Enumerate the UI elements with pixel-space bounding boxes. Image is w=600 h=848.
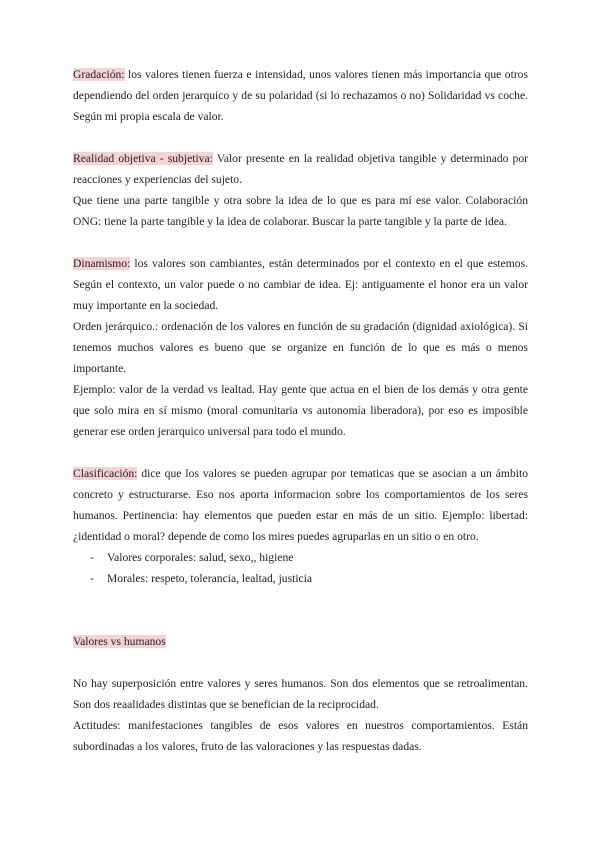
- document-page: [73, 64, 528, 757]
- clasificacion-paragraph: [73, 463, 528, 547]
- gradacion-term: Gradación:: [73, 68, 125, 81]
- dinamismo-term: Dinamismo:: [73, 257, 131, 270]
- realidad-term: Realidad objetiva - subjetiva:: [73, 152, 213, 165]
- ejemplo-paragraph: Ejemplo: valor de la verdad vs lealtad. Hay gente que actua en el bien de los demás y otra gente que solo mira en sí mismo (moral comunitaria vs autonomía liberadora), por eso es imposible generar ese orden jerarquico universal para todo el mundo.: [73, 383, 528, 438]
- list-item-text: Valores corporales: salud, sexo,, higiene: [107, 551, 294, 564]
- clasificacion-term: Clasificación:: [73, 467, 138, 480]
- list-item: [73, 547, 528, 568]
- clasificacion-list: [73, 547, 528, 589]
- clasificacion-text: dice que los valores se pueden agrupar por tematicas que se asocian a un ámbito concreto y estructurarse. Eso nos aporta informacion sobre los comportamientos de los seres humanos. Pertinencia: hay elementos que pueden estar en más de un sitio. Ejemplo: libertad: ¿identidad o moral? depende de como los mires puedes agruparlas en un sitio o en otro.: [73, 467, 528, 543]
- actitudes-paragraph: Actitudes: manifestaciones tangibles de esos valores en nuestros comportamientos. Están subordinadas a los valores, fruto de las valoraciones y las respuestas dadas.: [73, 719, 528, 753]
- list-item: [73, 568, 528, 589]
- realidad-text: Valor presente en la realidad objetiva tangible y determinado por reacciones y experiencias del sujeto.: [73, 152, 528, 186]
- realidad-paragraph: [73, 148, 528, 190]
- dinamismo-paragraph: [73, 253, 528, 316]
- valores-humanos-heading: [73, 631, 528, 652]
- bullet-dash: -: [90, 551, 94, 564]
- realidad-paragraph-2: Que tiene una parte tangible y otra sobre la idea de lo que es para mí ese valor. Colaboración ONG: tiene la parte tangible y la idea de colaborar. Buscar la parte tangible y la parte de idea.: [73, 194, 528, 228]
- orden-jerarquico-paragraph: Orden jerárquico.: ordenación de los valores en función de su gradación (dignidad axiológica). Si tenemos muchos valores es bueno que se organize en función de lo que es más o menos importante.: [73, 320, 528, 375]
- dinamismo-text: los valores son cambiantes, están determinados por el contexto en el que estemos. Según el contexto, un valor puede o no cambiar de idea. Ej: antiguamente el honor era un valor muy importante en la sociedad.: [73, 257, 528, 312]
- valores-humanos-paragraph: No hay superposición entre valores y seres humanos. Son dos elementos que se retroalimentan. Son dos reaalidades distintas que se benefician de la reciprocidad.: [73, 677, 528, 711]
- list-item-text: Morales: respeto, tolerancia, lealtad, justicia: [107, 572, 313, 585]
- gradacion-paragraph: [73, 64, 528, 127]
- bullet-dash: -: [90, 572, 94, 585]
- gradacion-text: los valores tienen fuerza e intensidad, unos valores tienen más importancia que otros dependiendo del orden jerarquico y de su polaridad (si lo rechazamos o no) Solidaridad vs coche. Según mi propia escala de valor.: [73, 68, 528, 123]
- section-title: Valores vs humanos: [73, 635, 166, 648]
